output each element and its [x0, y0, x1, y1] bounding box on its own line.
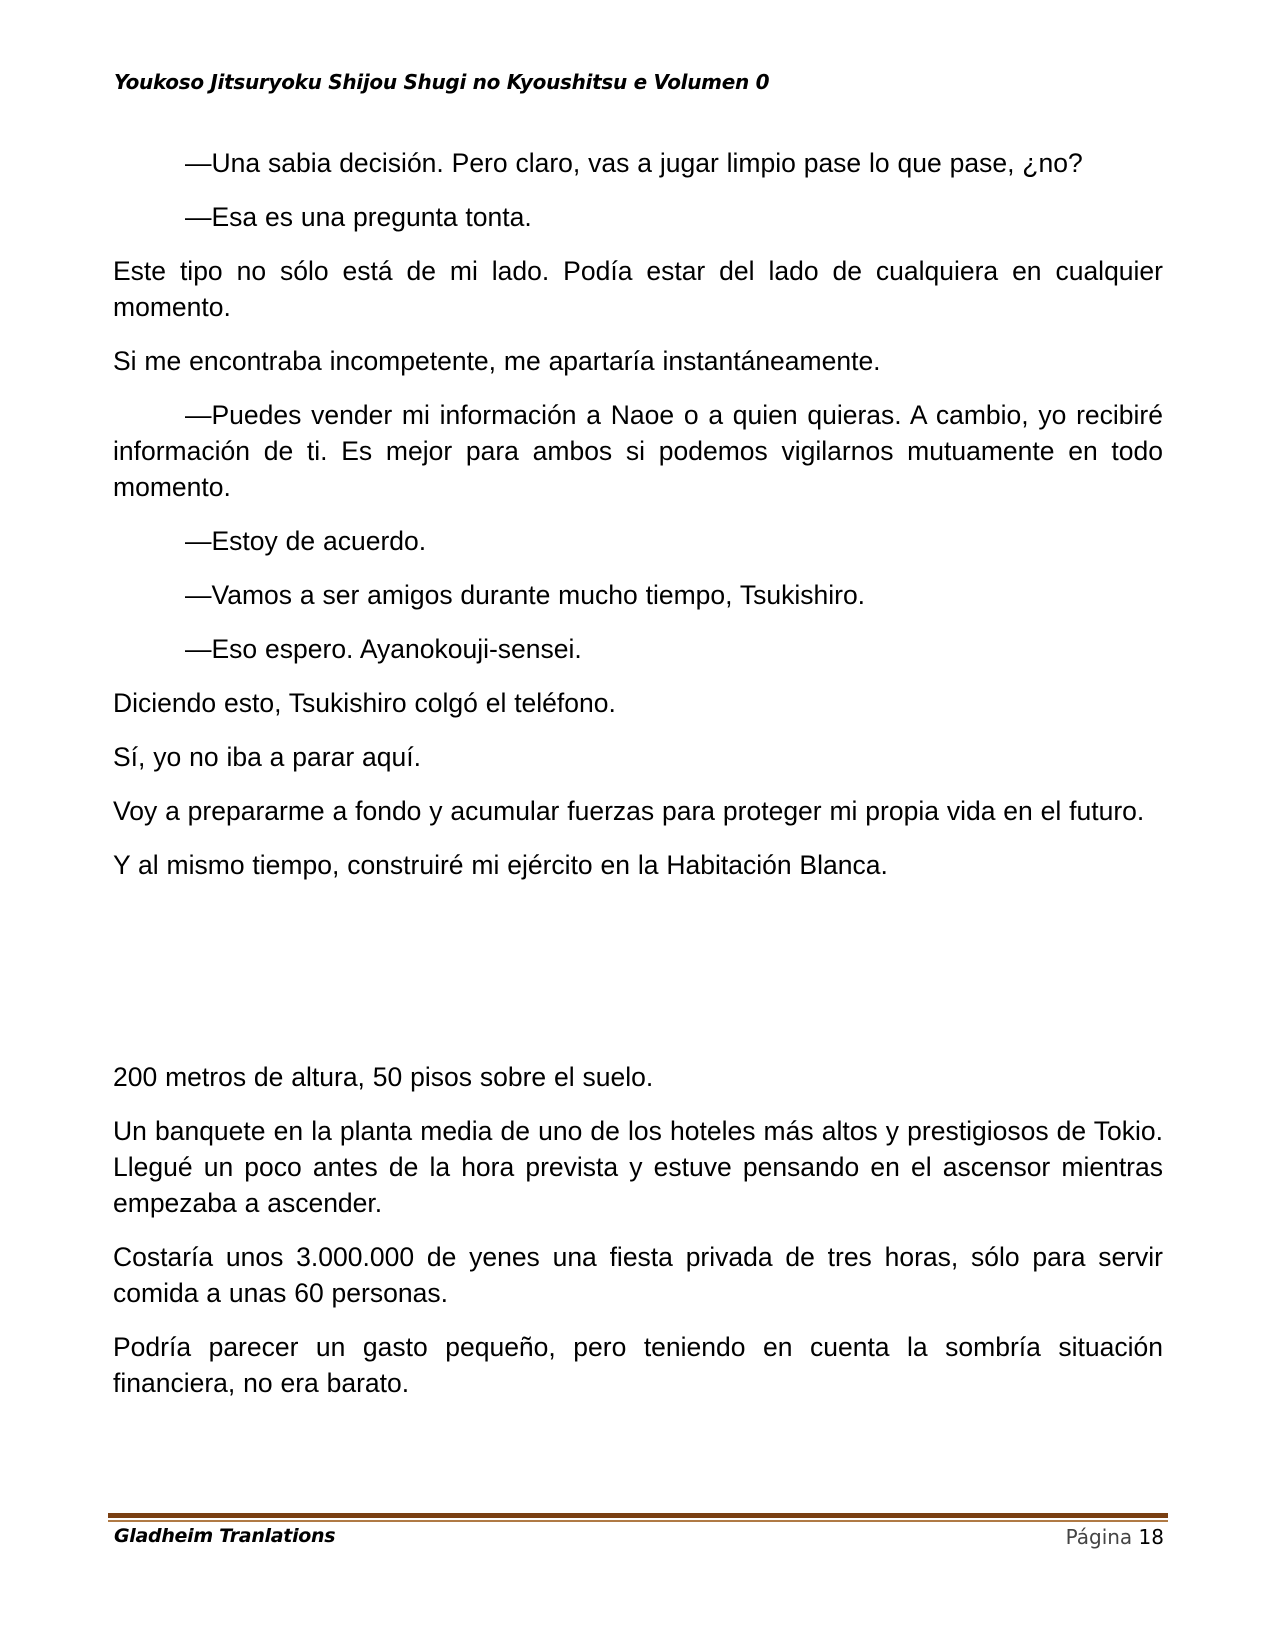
footer-rule — [108, 1513, 1168, 1522]
paragraph: Y al mismo tiempo, construiré mi ejército en la Habitación Blanca. — [113, 850, 888, 880]
paragraph: —Una sabia decisión. Pero claro, vas a jugar limpio pase lo que pase, ¿no? — [185, 148, 1083, 178]
scene-break — [113, 901, 1163, 1059]
paragraph: —Vamos a ser amigos durante mucho tiempo, Tsukishiro. — [185, 580, 866, 610]
paragraph: Diciendo esto, Tsukishiro colgó el teléfono. — [113, 688, 616, 718]
page-number-block — [1066, 1525, 1164, 1549]
paragraph: —Estoy de acuerdo. — [185, 526, 427, 556]
paragraph: Voy a prepararme a fondo y acumular fuerzas para proteger mi propia vida en el futuro. — [113, 796, 1145, 826]
footer-rule-thin — [108, 1520, 1168, 1522]
paragraph: —Eso espero. Ayanokouji-sensei. — [185, 634, 582, 664]
paragraph: Si me encontraba incompetente, me apartaría instantáneamente. — [113, 346, 881, 376]
paragraph: Este tipo no sólo está de mi lado. Podía estar del lado de cualquiera en cualquier momento. — [113, 256, 1163, 322]
running-header: Youkoso Jitsuryoku Shijou Shugi no Kyoushitsu e Volumen 0 — [114, 70, 770, 94]
paragraph: —Esa es una pregunta tonta. — [185, 202, 532, 232]
page-label: Página — [1065, 1525, 1133, 1549]
paragraph: Sí, yo no iba a parar aquí. — [113, 742, 421, 772]
paragraph: Costaría unos 3.000.000 de yenes una fiesta privada de tres horas, sólo para servir comida a unas 60 personas. — [113, 1242, 1163, 1308]
paragraph: 200 metros de altura, 50 pisos sobre el suelo. — [113, 1062, 654, 1092]
paragraph: —Puedes vender mi información a Naoe o a quien quieras. A cambio, yo recibiré información de ti. Es mejor para ambos si podemos vigilarnos mutuamente en todo momento. — [113, 400, 1163, 502]
footer-credit: Gladheim Tranlations — [114, 1525, 336, 1547]
footer-rule-thick — [108, 1513, 1168, 1518]
page-number: 18 — [1138, 1525, 1164, 1549]
paragraph: Podría parecer un gasto pequeño, pero teniendo en cuenta la sombría situación financiera, no era barato. — [113, 1332, 1163, 1398]
paragraph: Un banquete en la planta media de uno de los hoteles más altos y prestigiosos de Tokio. Llegué un poco antes de la hora prevista y estuve pensando en el ascensor mientras empezaba a ascender. — [113, 1116, 1163, 1218]
document-body — [113, 145, 1163, 1419]
